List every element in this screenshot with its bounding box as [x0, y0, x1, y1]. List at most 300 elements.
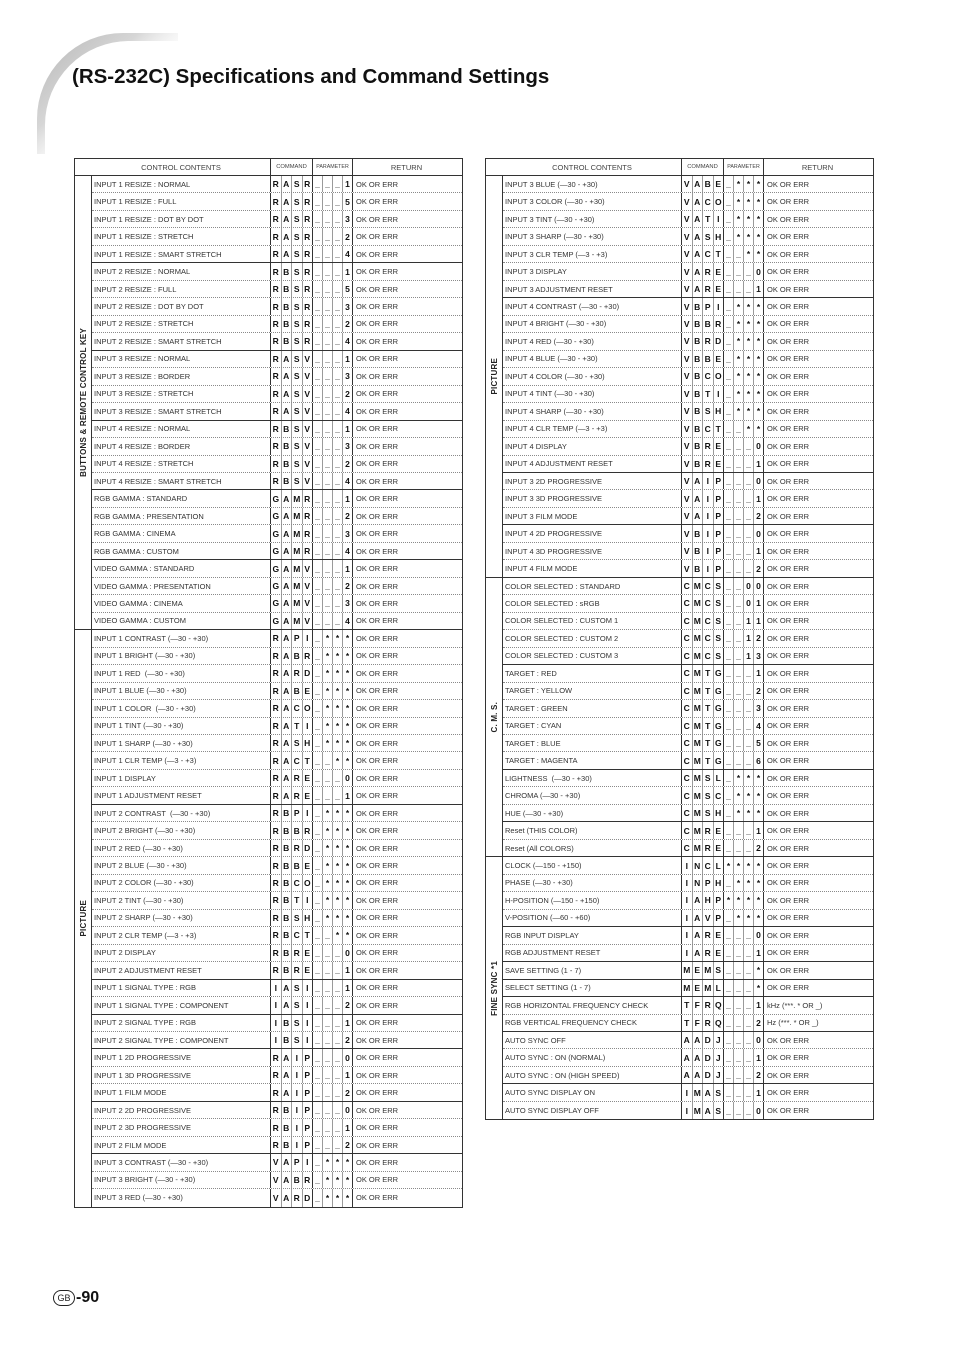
parameter-char: *	[345, 633, 350, 644]
table-row	[503, 368, 873, 385]
table-row	[503, 892, 873, 909]
table-row	[92, 980, 462, 997]
parameter-char: _	[333, 333, 343, 349]
parameter-char: _	[734, 945, 744, 961]
parameter-char: *	[744, 228, 754, 244]
parameter-char: *	[744, 857, 754, 873]
command-char: V	[304, 581, 311, 592]
parameter-char: 3	[756, 703, 761, 714]
command-char: T	[703, 386, 714, 402]
command-char: S	[292, 980, 303, 996]
parameter-char: *	[333, 910, 343, 926]
command-char: R	[271, 770, 282, 786]
row-block	[503, 665, 873, 770]
command-code	[682, 683, 724, 699]
table-row	[503, 962, 873, 979]
command-char: R	[703, 263, 714, 279]
command-char: R	[271, 875, 282, 891]
group-label: BUTTONS & REMOTE CONTROL KEY	[78, 328, 88, 478]
control-contents: INPUT 2 FILM MODE	[92, 1137, 271, 1153]
command-code	[682, 997, 724, 1013]
corner-arc-shape	[37, 33, 178, 154]
header-return: RETURN	[390, 162, 423, 172]
parameter-char: _	[323, 281, 333, 297]
command-char: R	[715, 318, 722, 329]
command-char: R	[703, 456, 714, 472]
command-code	[682, 525, 724, 541]
command-char: R	[292, 962, 303, 978]
parameter-char: _	[734, 1102, 744, 1119]
command-char: M	[693, 752, 704, 768]
control-contents: INPUT 1 SHARP (—30 - +30)	[92, 735, 271, 751]
command-char: E	[304, 860, 311, 871]
command-char: V	[304, 423, 311, 434]
row-block	[503, 980, 873, 997]
parameter-char: _	[744, 665, 754, 681]
parameter-char: 4	[345, 249, 350, 260]
parameter-char: *	[756, 790, 761, 801]
command-char: R	[271, 910, 282, 926]
control-contents: INPUT 3 RESIZE : NORMAL	[92, 351, 271, 367]
command-char: I	[703, 508, 714, 524]
parameter-char: *	[744, 368, 754, 384]
parameter-char: _	[734, 595, 744, 611]
parameter-char: _	[744, 962, 754, 978]
command-char: O	[303, 703, 311, 714]
command-char: E	[715, 441, 722, 452]
parameter-char: _	[734, 578, 744, 594]
parameter-char: _	[333, 1067, 343, 1083]
return-value: OK OR ERR	[767, 668, 810, 678]
parameter-char: *	[345, 930, 350, 941]
parameter-char: _	[313, 386, 323, 402]
parameter-code	[724, 421, 764, 437]
command-char: G	[714, 703, 722, 714]
command-char: I	[306, 633, 309, 644]
parameter-code	[724, 298, 764, 314]
parameter-char: _	[734, 718, 744, 734]
parameter-char: _	[734, 1067, 744, 1083]
parameter-char: *	[333, 630, 343, 646]
parameter-code	[724, 1102, 764, 1119]
table-row	[503, 1015, 873, 1032]
return-value: OK OR ERR	[767, 232, 810, 242]
parameter-code	[724, 787, 764, 803]
parameter-char: _	[724, 1102, 734, 1119]
control-contents: INPUT 1 COLOR (—30 - +30)	[92, 700, 271, 716]
parameter-char: *	[756, 249, 761, 260]
command-char: R	[271, 333, 282, 349]
return-value: OK OR ERR	[767, 773, 810, 783]
return-value: OK OR ERR	[356, 826, 399, 836]
parameter-code	[724, 770, 764, 786]
command-char: A	[282, 1154, 293, 1170]
parameter-char: _	[734, 630, 744, 646]
command-char: S	[703, 228, 714, 244]
table-row	[503, 351, 873, 368]
parameter-char: _	[323, 578, 333, 594]
command-char: E	[304, 773, 311, 784]
command-char: C	[682, 752, 693, 768]
parameter-code	[724, 1067, 764, 1083]
command-char: A	[282, 578, 293, 594]
row-block	[92, 1049, 462, 1101]
command-char: V	[304, 563, 311, 574]
parameter-code	[313, 228, 353, 244]
table-row	[503, 473, 873, 490]
command-code	[271, 1137, 313, 1153]
table-row	[92, 718, 462, 735]
parameter-char: _	[323, 945, 333, 961]
parameter-code	[724, 752, 764, 768]
parameter-char: *	[345, 720, 350, 731]
command-char: A	[282, 508, 293, 524]
return-value: OK OR ERR	[767, 494, 810, 504]
command-char: R	[304, 546, 311, 557]
parameter-code	[313, 665, 353, 681]
command-char: R	[271, 787, 282, 803]
parameter-char: _	[333, 945, 343, 961]
command-char: B	[292, 857, 303, 873]
parameter-code	[724, 980, 764, 996]
command-char: V	[682, 421, 693, 437]
row-block	[92, 421, 462, 491]
parameter-char: 1	[756, 546, 761, 557]
parameter-char: 1	[345, 493, 350, 504]
command-char: I	[271, 997, 282, 1013]
parameter-char: _	[724, 508, 734, 524]
command-char: S	[292, 368, 303, 384]
command-char: A	[682, 1032, 693, 1048]
command-char: P	[304, 1087, 311, 1098]
table-row	[92, 1189, 462, 1206]
return-value: OK OR ERR	[356, 389, 399, 399]
control-contents: INPUT 3 2D PROGRESSIVE	[503, 473, 682, 489]
command-code	[682, 193, 724, 209]
return-value: OK OR ERR	[356, 1035, 399, 1045]
parameter-char: _	[323, 560, 333, 576]
command-char: S	[715, 581, 722, 592]
parameter-code	[724, 578, 764, 594]
command-char: N	[693, 875, 704, 891]
header-control: CONTROL CONTENTS	[75, 159, 271, 175]
parameter-char: *	[744, 910, 754, 926]
parameter-char: _	[744, 683, 754, 699]
command-code	[682, 840, 724, 856]
return-value: OK OR ERR	[767, 1035, 810, 1045]
command-code	[271, 770, 313, 786]
parameter-char: _	[313, 770, 323, 786]
parameter-char: *	[734, 368, 744, 384]
parameter-code	[724, 875, 764, 891]
return-value: OK OR ERR	[356, 1053, 399, 1063]
control-contents: INPUT 1 3D PROGRESSIVE	[92, 1067, 271, 1083]
parameter-char: _	[313, 560, 323, 576]
table-row	[503, 770, 873, 787]
command-char: P	[304, 1052, 311, 1063]
command-char: M	[693, 578, 704, 594]
command-char: B	[693, 525, 704, 541]
command-char: V	[271, 1172, 282, 1188]
control-contents: INPUT 2 3D PROGRESSIVE	[92, 1119, 271, 1135]
return-value: OK OR ERR	[356, 861, 399, 871]
command-char: R	[703, 997, 714, 1013]
command-char: S	[292, 298, 303, 314]
command-char: R	[304, 493, 311, 504]
command-code	[682, 1032, 724, 1048]
parameter-char: 4	[756, 720, 761, 731]
command-char: I	[717, 214, 720, 225]
parameter-char: _	[724, 718, 734, 734]
command-char: A	[693, 1032, 704, 1048]
parameter-char: _	[313, 316, 323, 332]
parameter-char: *	[744, 770, 754, 786]
command-char: I	[703, 560, 714, 576]
command-char: I	[682, 875, 693, 891]
control-contents: INPUT 1 CONTRAST (—30 - +30)	[92, 630, 271, 646]
parameter-char: *	[734, 316, 744, 332]
command-char: R	[271, 298, 282, 314]
command-code	[682, 980, 724, 996]
parameter-char: *	[323, 665, 333, 681]
table-row	[92, 438, 462, 455]
parameter-char: _	[734, 508, 744, 524]
parameter-char: _	[323, 351, 333, 367]
command-char: V	[304, 458, 311, 469]
return-value: OK OR ERR	[356, 302, 399, 312]
table-row	[503, 298, 873, 315]
parameter-char: _	[333, 281, 343, 297]
parameter-code	[724, 665, 764, 681]
command-code	[271, 298, 313, 314]
return-value: OK OR ERR	[356, 1193, 399, 1203]
command-char: E	[693, 962, 704, 978]
parameter-char: _	[724, 822, 734, 838]
command-char: B	[282, 473, 293, 489]
parameter-char: _	[313, 421, 323, 437]
command-char: G	[271, 578, 282, 594]
command-char: R	[271, 840, 282, 856]
command-char: C	[703, 630, 714, 646]
parameter-char: *	[756, 179, 761, 190]
command-char: V	[304, 388, 311, 399]
parameter-char: _	[333, 456, 343, 472]
command-char: O	[714, 371, 722, 382]
parameter-char: _	[313, 456, 323, 472]
parameter-char: *	[323, 1154, 333, 1170]
parameter-char: _	[724, 683, 734, 699]
command-code	[682, 752, 724, 768]
command-code	[682, 211, 724, 227]
command-char: R	[271, 386, 282, 402]
parameter-char: _	[333, 1049, 343, 1065]
table-row	[503, 246, 873, 263]
parameter-char: _	[734, 840, 744, 856]
parameter-code	[724, 1032, 764, 1048]
command-code	[682, 298, 724, 314]
control-contents: COLOR SELECTED : sRGB	[503, 595, 682, 611]
row-block	[92, 1015, 462, 1050]
parameter-code	[724, 857, 764, 873]
control-contents: INPUT 1 2D PROGRESSIVE	[92, 1049, 271, 1065]
table-row	[503, 613, 873, 630]
command-char: I	[682, 892, 693, 908]
command-char: M	[693, 805, 704, 821]
return-value: OK OR ERR	[767, 1053, 810, 1063]
command-char: A	[282, 683, 293, 699]
command-code	[271, 805, 313, 821]
command-char: C	[292, 700, 303, 716]
parameter-char: 1	[345, 353, 350, 364]
return-value: OK OR ERR	[767, 948, 810, 958]
command-code	[271, 316, 313, 332]
command-char: V	[682, 246, 693, 262]
parameter-char: *	[333, 1172, 343, 1188]
header-parameter: PARAMETER	[724, 159, 764, 175]
parameter-char: _	[724, 263, 734, 279]
parameter-char: *	[724, 892, 734, 908]
command-char: E	[715, 458, 722, 469]
control-contents: LIGHTNESS (—30 - +30)	[503, 770, 682, 786]
command-char: G	[271, 543, 282, 559]
parameter-char: _	[313, 1084, 323, 1100]
return-value: OK OR ERR	[767, 179, 810, 189]
parameter-char: _	[734, 421, 744, 437]
parameter-code	[313, 543, 353, 559]
row-block	[503, 997, 873, 1032]
command-char: I	[292, 1049, 303, 1065]
control-contents: INPUT 1 BLUE (—30 - +30)	[92, 683, 271, 699]
row-block	[92, 1154, 462, 1206]
command-char: M	[292, 525, 303, 541]
parameter-char: 6	[756, 755, 761, 766]
command-char: V	[682, 298, 693, 314]
command-char: R	[292, 770, 303, 786]
parameter-code	[724, 281, 764, 297]
command-char: C	[682, 683, 693, 699]
control-contents: INPUT 1 BRIGHT (—30 - +30)	[92, 648, 271, 664]
parameter-char: 2	[756, 1017, 761, 1028]
command-code	[682, 560, 724, 576]
parameter-char: _	[323, 1119, 333, 1135]
parameter-char: 3	[756, 650, 761, 661]
table-row	[92, 508, 462, 525]
parameter-code	[313, 630, 353, 646]
parameter-char: _	[724, 980, 734, 996]
parameter-char: _	[734, 456, 744, 472]
command-char: M	[693, 700, 704, 716]
command-char: V	[682, 228, 693, 244]
parameter-code	[724, 1015, 764, 1031]
corner-arc-decoration	[28, 24, 178, 154]
parameter-char: _	[734, 1049, 744, 1065]
command-char: S	[292, 176, 303, 192]
command-code	[682, 281, 724, 297]
parameter-char: *	[333, 683, 343, 699]
parameter-code	[313, 1015, 353, 1031]
command-char: C	[715, 790, 722, 801]
control-contents: INPUT 1 RESIZE : DOT BY DOT	[92, 211, 271, 227]
command-char: P	[715, 546, 722, 557]
parameter-char: *	[333, 822, 343, 838]
parameter-char: _	[313, 752, 323, 768]
command-char: I	[682, 927, 693, 943]
command-char: D	[703, 1067, 714, 1083]
control-contents: INPUT 2 DISPLAY	[92, 945, 271, 961]
command-char: S	[715, 615, 722, 626]
command-char: T	[682, 1015, 693, 1031]
parameter-char: *	[333, 927, 343, 943]
control-contents: VIDEO GAMMA : PRESENTATION	[92, 578, 271, 594]
command-char: A	[282, 997, 293, 1013]
parameter-code	[313, 945, 353, 961]
parameter-char: _	[323, 473, 333, 489]
command-char: B	[282, 1102, 293, 1118]
command-char: B	[282, 438, 293, 454]
parameter-char: 2	[756, 843, 761, 854]
parameter-char: _	[734, 927, 744, 943]
control-contents: INPUT 2 ADJUSTMENT RESET	[92, 962, 271, 978]
command-code	[271, 281, 313, 297]
parameter-char: _	[333, 403, 343, 419]
command-char: M	[682, 962, 693, 978]
command-code	[682, 718, 724, 734]
parameter-char: _	[734, 281, 744, 297]
parameter-char: *	[734, 910, 744, 926]
parameter-char: 1	[756, 825, 761, 836]
command-group	[486, 857, 873, 1119]
command-char: B	[693, 316, 704, 332]
command-char: S	[292, 1015, 303, 1031]
command-char: A	[282, 560, 293, 576]
control-contents: INPUT 4 CLR TEMP (—3 - +3)	[503, 421, 682, 437]
command-char: B	[693, 438, 704, 454]
command-char: S	[292, 263, 303, 279]
parameter-char: _	[724, 316, 734, 332]
command-char: J	[715, 1052, 721, 1063]
parameter-char: 1	[345, 965, 350, 976]
command-char: E	[304, 965, 311, 976]
parameter-code	[724, 490, 764, 506]
parameter-char: *	[744, 298, 754, 314]
command-char: T	[715, 423, 721, 434]
control-contents: INPUT 1 CLR TEMP (—3 - +3)	[92, 752, 271, 768]
parameter-char: 1	[756, 615, 761, 626]
return-value: OK OR ERR	[767, 459, 810, 469]
parameter-char: _	[744, 438, 754, 454]
command-char: S	[715, 650, 722, 661]
command-char: S	[292, 228, 303, 244]
command-char: L	[715, 982, 721, 993]
parameter-char: *	[323, 805, 333, 821]
return-value: OK OR ERR	[356, 983, 399, 993]
table-row	[92, 403, 462, 420]
parameter-char: _	[313, 298, 323, 314]
command-code	[682, 263, 724, 279]
parameter-char: 0	[756, 476, 761, 487]
parameter-char: _	[724, 211, 734, 227]
command-code	[682, 1067, 724, 1083]
parameter-code	[313, 525, 353, 541]
command-char: G	[714, 720, 722, 731]
parameter-code	[313, 263, 353, 279]
command-char: R	[271, 630, 282, 646]
parameter-char: _	[744, 473, 754, 489]
parameter-code	[313, 980, 353, 996]
parameter-char: *	[323, 700, 333, 716]
return-value: OK OR ERR	[356, 721, 399, 731]
command-code	[271, 1172, 313, 1188]
